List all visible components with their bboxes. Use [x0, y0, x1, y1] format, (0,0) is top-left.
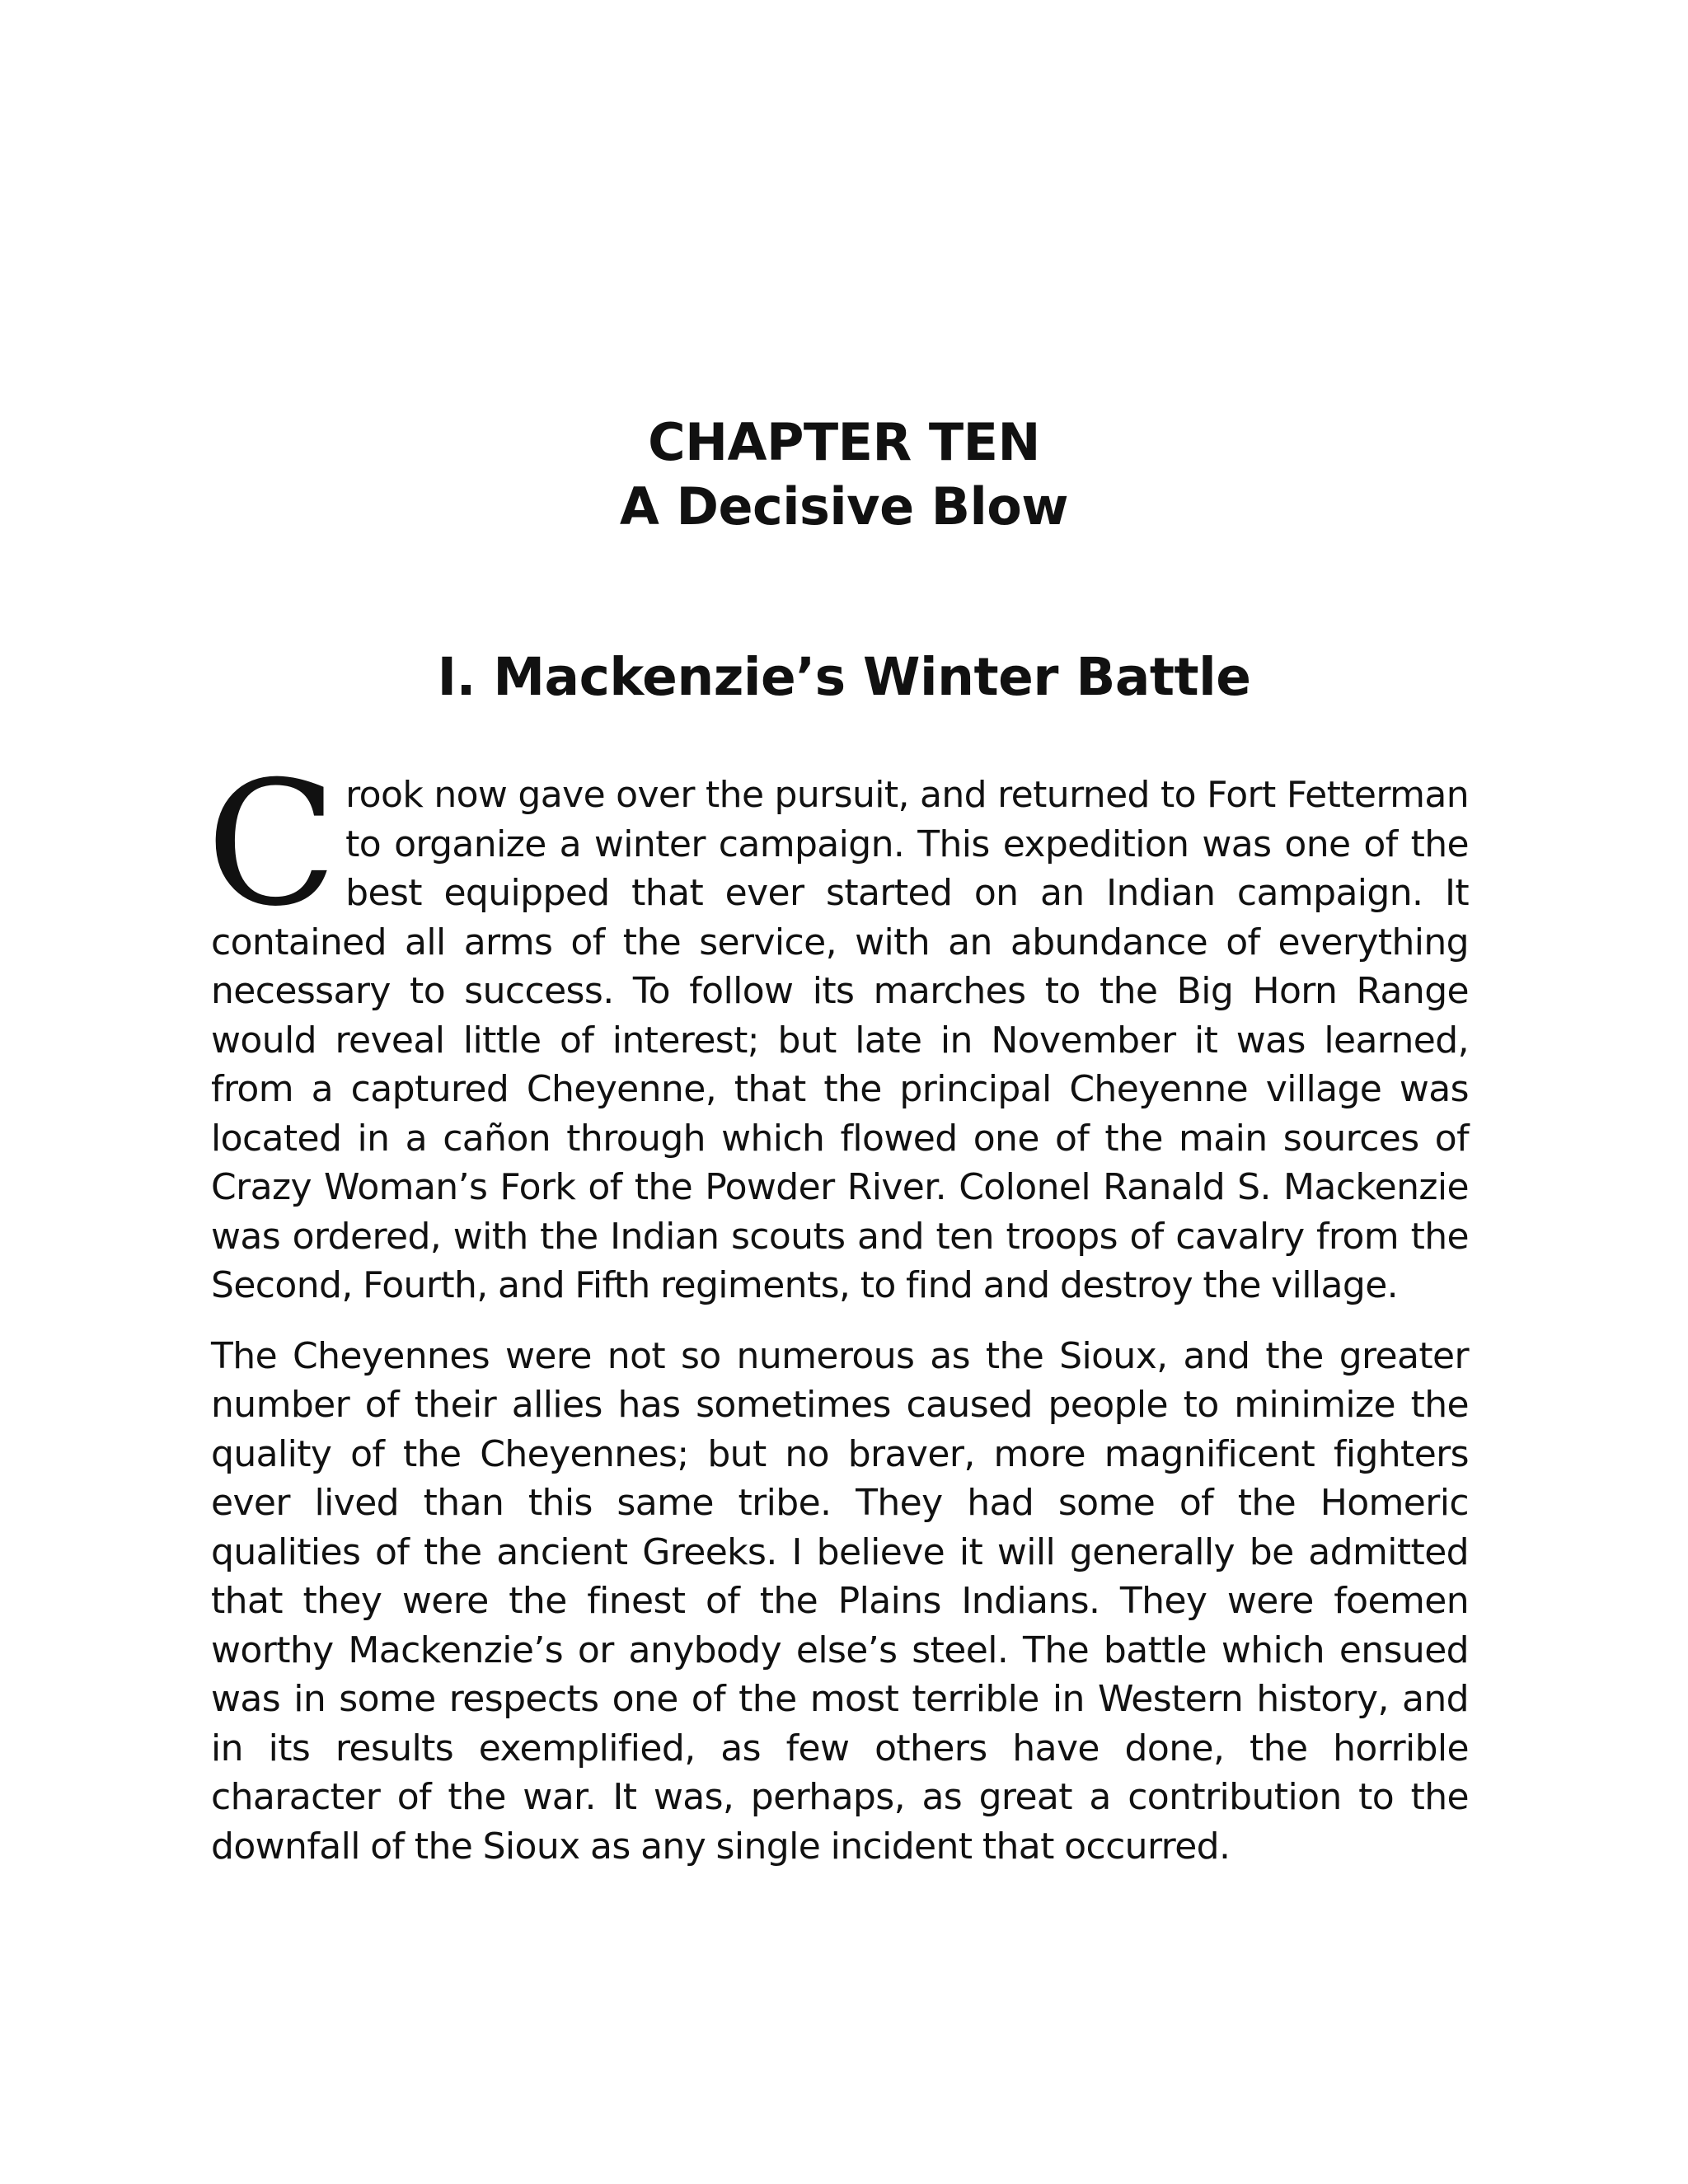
chapter-title: A Decisive Blow	[619, 476, 1069, 537]
paragraph-1-text: rook now gave over the pursuit, and returned to Fort Fetterman to organize a winter campaign. This expedition was one of the best equipped that ever started on an Indian campaign. It contained all arms of the service, with an abundance of everything necessary to success. To follow its marches to the Big Horn Range would reveal little of interest; but late in November it was learned, from a captured Cheyenne, that the principal Cheyenne village was located in a cañon through which flowed one of the main sources of Crazy Woman’s Fork of the Powder River. Colonel Ranald S. Mackenzie was ordered, with the Indian scouts and ten troops of cavalry from the Second, Fourth, and Fifth regiments, to find and destroy the village.	[211, 774, 1469, 1306]
drop-cap: C	[206, 745, 338, 944]
paragraph-2: The Cheyennes were not so numerous as the Sioux, and the greater number of their allies has sometimes caused people to minimize the quality of the Cheyennes; but no braver, more magnificent fighters ever lived than this same tribe. They had some of the Homeric qualities of the ancient Greeks. I believe it will generally be admitted that they were the finest of the Plains Indians. They were foemen worthy Mackenzie’s or anybody else’s steel. The battle which ensued was in some respects one of the most terrible in Western history, and in its results exemplified, as few others have done, the horrible character of the war. It was, perhaps, as great a contribution to the downfall of the Sioux as any single incident that occurred.	[211, 1334, 1469, 1868]
chapter-number: CHAPTER TEN	[648, 412, 1040, 472]
chapter-heading	[0, 410, 1688, 539]
body-text	[206, 745, 1469, 1871]
paragraph-1	[206, 745, 1469, 1310]
section-heading: I. Mackenzie’s Winter Battle	[437, 647, 1251, 707]
